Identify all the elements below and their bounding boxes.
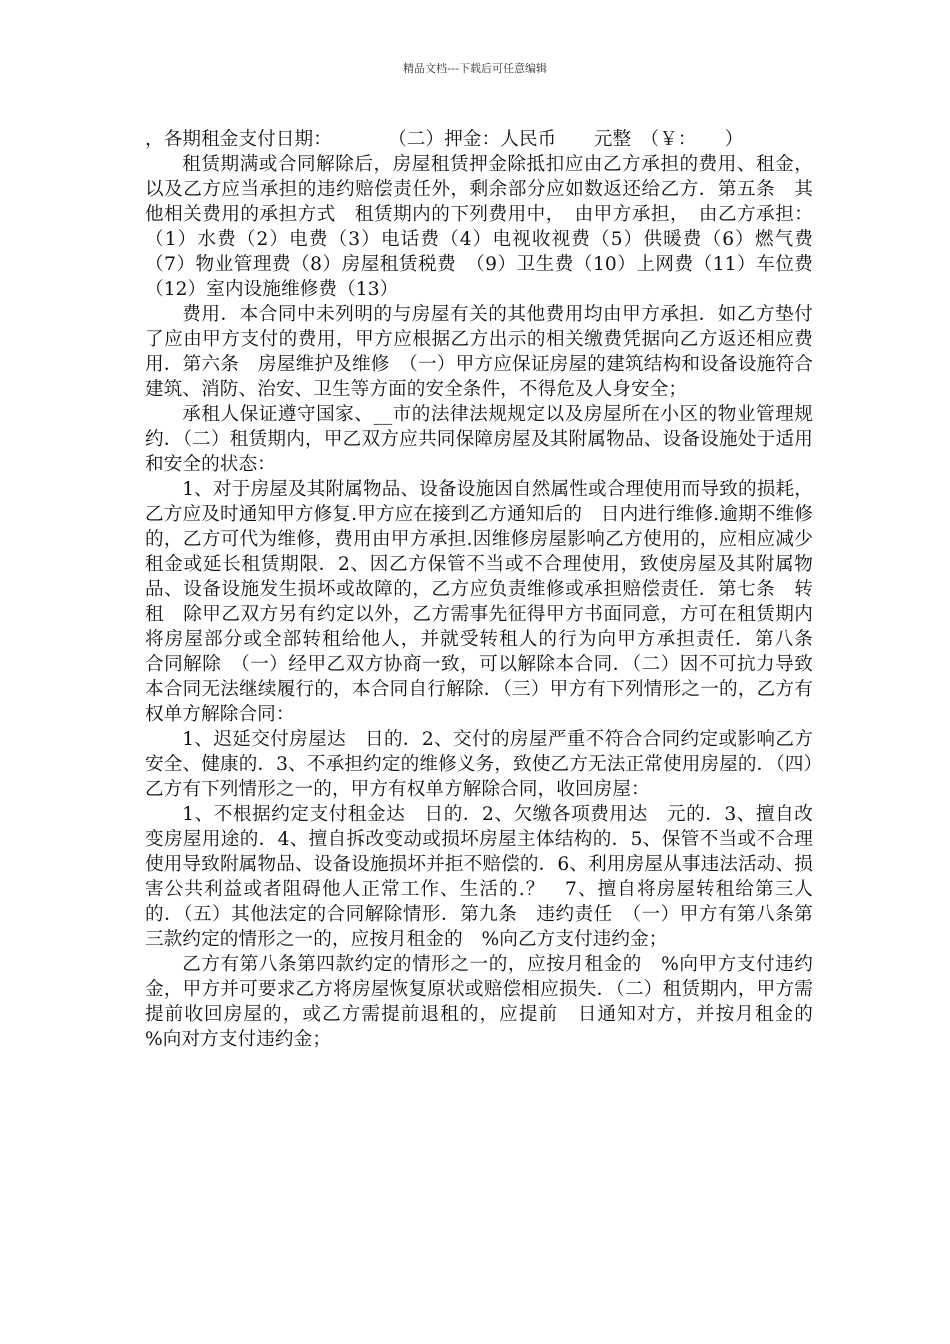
page-header-watermark: 精品文档---下载后可任意编辑 [403,62,547,75]
paragraph-rent-deposit: ，各期租金支付日期： （二）押金：人民币 元整 （￥： ） [145,129,744,150]
paragraph-landlord-termination-rights: 1、不根据约定支付租金达 日的．2、欠缴各项费用达 元的．3、擅自改变房屋用途的．4、擅自拆改变动或损坏房屋主体结构的．5、保管不当或不合理使用导致附属物品、设备设施损坏并拒不赔偿的．6、利用房屋从事违法活动、损害公共利益或者阻碍他人正常工作、生活的.？ 7、擅自将房屋转租给第三人的．（五）其他法定的合同解除情形．第九条 违约责任 （一）甲方有第八条第三款约定的情形之一的，应按月租金的 %向乙方支付违约金； [145,804,813,950]
paragraph-fees-maintenance: 费用．本合同中未列明的与房屋有关的其他费用均由甲方承担．如乙方垫付了应由甲方支付的费用，甲方应根据乙方出示的相关缴费凭据向乙方返还相应费用．第六条 房屋维护及维修 （一）甲方应保证房屋的建筑结构和设备设施符合建筑、消防、治安、卫生等方面的安全条件，不得危及人身安全； [145,304,813,400]
paragraph-tenant-compliance: 承租人保证遵守国家、__市的法律法规规定以及房屋所在小区的物业管理规约．（二）租赁期内，甲乙双方应共同保障房屋及其附属物品、设备设施处于适用和安全的状态： [145,404,813,475]
paragraph-repairs-sublease-termination: 1、对于房屋及其附属物品、设备设施因自然属性或合理使用而导致的损耗，乙方应及时通知甲方修复.甲方应在接到乙方通知后的 日内进行维修.逾期不维修的，乙方可代为维修，费用由甲方承担.因维修房屋影响乙方使用的，应相应减少租金或延长租赁期限．2、因乙方保管不当或不合理使用，致使房屋及其附属物品、设备设施发生损坏或故障的，乙方应负责维修或承担赔偿责任．第七条 转租 除甲乙双方另有约定以外，乙方需事先征得甲方书面同意，方可在租赁期内将房屋部分或全部转租给他人，并就受转租人的行为向甲方承担责任．第八条 合同解除 （一）经甲乙双方协商一致，可以解除本合同．（二）因不可抗力导致本合同无法继续履行的，本合同自行解除．（三）甲方有下列情形之一的，乙方有权单方解除合同： [145,479,832,725]
paragraph-deposit-return-fees: 租赁期满或合同解除后，房屋租赁押金除抵扣应由乙方承担的费用、租金，以及乙方应当承担的违约赔偿责任外，剩余部分应如数返还给乙方．第五条 其他相关费用的承担方式 租赁期内的下列费用中， 由甲方承担， 由乙方承担：（1）水费（2）电费（3）电话费（4）电视收视费（5）供暖费（6）燃气费（7）物业管理费（8）房屋租赁税费 （9）卫生费（10）上网费（11）车位费（12）室内设施维修费（13） [145,154,813,300]
paragraph-tenant-termination-rights: 1、迟延交付房屋达 日的．2、交付的房屋严重不符合合同约定或影响乙方安全、健康的．3、不承担约定的维修义务，致使乙方无法正常使用房屋的．（四）乙方有下列情形之一的，甲方有权单方解除合同，收回房屋： [145,729,813,800]
paragraph-penalties: 乙方有第八条第四款约定的情形之一的，应按月租金的 %向甲方支付违约金，甲方并可要求乙方将房屋恢复原状或赔偿相应损失．（二）租赁期内，甲方需提前收回房屋的，或乙方需提前退租的，应提前 日通知对方，并按月租金的 %向对方支付违约金； [145,954,832,1050]
document-body [145,127,832,1052]
